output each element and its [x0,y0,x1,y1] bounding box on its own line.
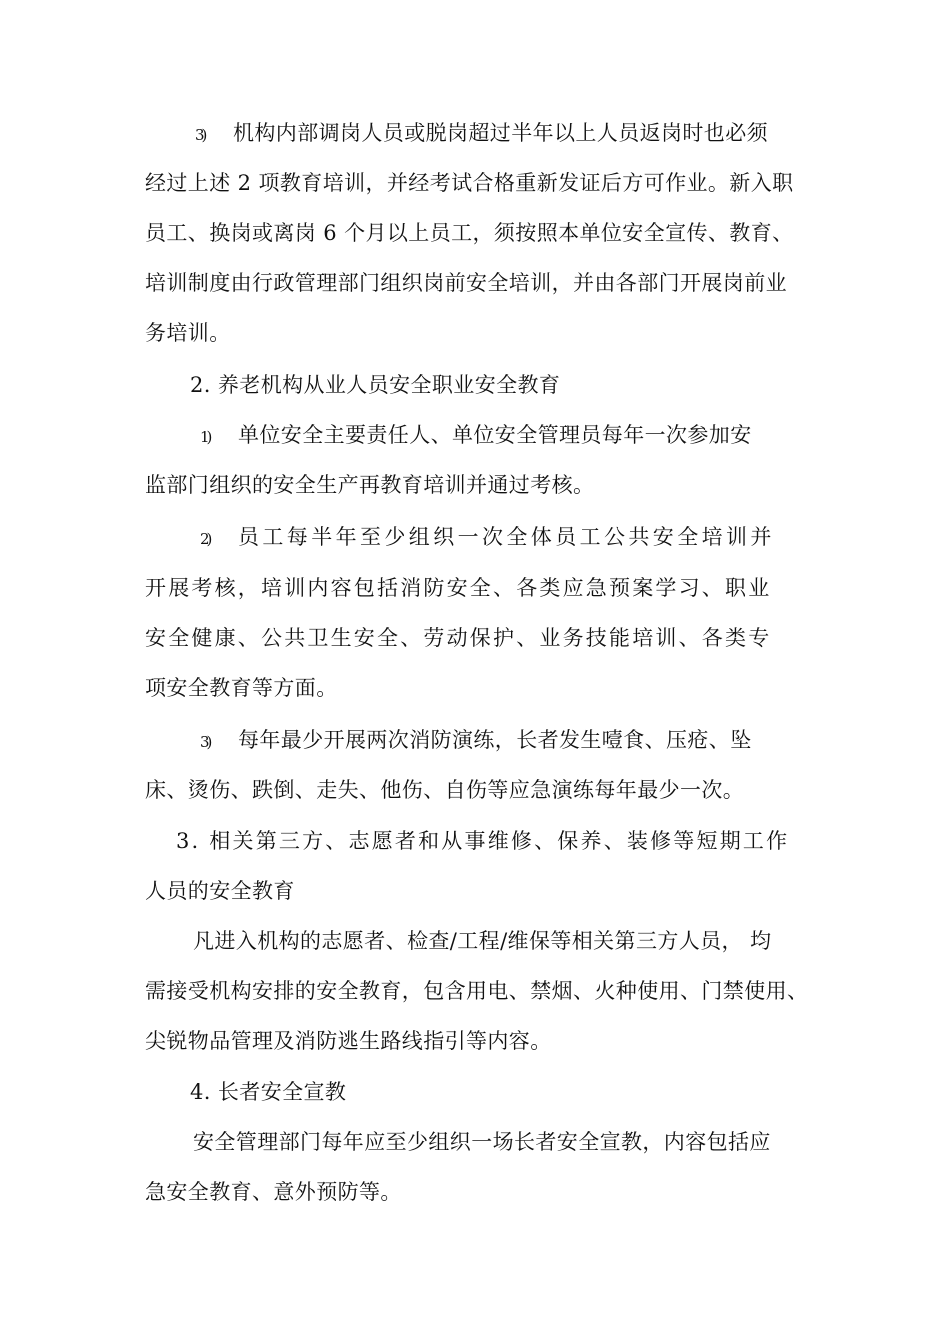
paragraph-line [200,420,865,452]
line-text: 每年最少开展两次消防演练，长者发生噎食、压疮、坠 [238,728,752,752]
paragraph-line: 人员的安全教育 [145,879,295,903]
paragraph-line [195,118,860,150]
paragraph-line: 监部门组织的安全生产再教育培训并通过考核。 [145,473,595,497]
paragraph-line: 经过上述 2 项教育培训，并经考试合格重新发证后方可作业。新入职 [145,171,794,195]
paragraph-line: 安全健康、公共卫生安全、劳动保护、业务技能培训、各类专 [145,626,772,650]
paragraph-line: 需接受机构安排的安全教育，包含用电、禁烟、火种使用、门禁使用、 [145,979,809,1003]
line-text: 机构内部调岗人员或脱岗超过半年以上人员返岗时也必须 [233,121,768,145]
paragraph-line: 安全管理部门每年应至少组织一场长者安全宣教，内容包括应 [193,1130,771,1154]
paragraph-line: 务培训。 [145,321,231,345]
paragraph-line: 员工、换岗或离岗 6 个月以上员工，须按照本单位安全宣传、教育、 [145,221,794,245]
paragraph-line: 急安全教育、意外预防等。 [145,1180,402,1204]
paragraph-line [200,522,865,554]
paragraph-line: 开展考核，培训内容包括消防安全、各类应急预案学习、职业 [145,576,772,600]
section-heading: 4. 长者安全宣教 [190,1080,347,1104]
paragraph-line: 尖锐物品管理及消防逃生路线指引等内容。 [145,1029,552,1053]
list-marker: 3) [200,733,210,751]
list-marker: 1) [200,428,210,446]
list-marker: 3) [195,126,205,144]
section-heading: 3. 相关第三方、志愿者和从事维修、保养、装修等短期工作 [176,829,790,853]
section-heading: 2. 养老机构从业人员安全职业安全教育 [190,373,561,397]
paragraph-line [200,725,865,757]
list-marker: 2) [200,530,210,548]
line-text: 员工每半年至少组织一次全体员工公共安全培训并 [238,525,775,549]
paragraph-line: 培训制度由行政管理部门组织岗前安全培训，并由各部门开展岗前业 [145,271,787,295]
paragraph-line: 床、烫伤、跌倒、走失、他伤、自伤等应急演练每年最少一次。 [145,778,745,802]
paragraph-line: 凡进入机构的志愿者、检查/工程/维保等相关第三方人员， 均 [193,929,772,953]
paragraph-line: 项安全教育等方面。 [145,676,338,700]
line-text: 单位安全主要责任人、单位安全管理员每年一次参加安 [238,423,752,447]
